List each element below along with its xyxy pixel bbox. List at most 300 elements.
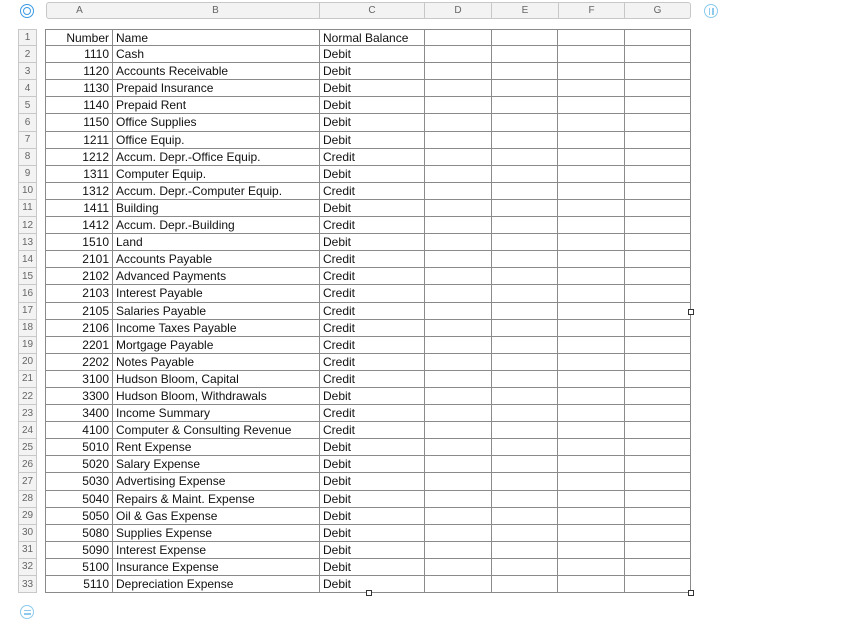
- table-cell[interactable]: [425, 114, 492, 131]
- row-header-17[interactable]: 17: [18, 303, 37, 320]
- table-cell[interactable]: [425, 508, 492, 525]
- table-cell[interactable]: 5040: [45, 491, 113, 508]
- table-cell[interactable]: [558, 234, 625, 251]
- table-cell[interactable]: 2103: [45, 285, 113, 302]
- row-header-21[interactable]: 21: [18, 371, 37, 388]
- table-cell[interactable]: [625, 371, 691, 388]
- table-cell[interactable]: [425, 576, 492, 593]
- table-cell[interactable]: [425, 456, 492, 473]
- table-cell[interactable]: 5090: [45, 542, 113, 559]
- table-cell[interactable]: [492, 354, 558, 371]
- table-cell[interactable]: [625, 251, 691, 268]
- table-cell[interactable]: Prepaid Insurance: [113, 80, 320, 97]
- row-header-26[interactable]: 26: [18, 456, 37, 473]
- table-cell[interactable]: 2202: [45, 354, 113, 371]
- table-cell[interactable]: Number: [45, 29, 113, 46]
- table-cell[interactable]: [425, 97, 492, 114]
- table-cell[interactable]: Credit: [320, 217, 425, 234]
- table-cell[interactable]: 3300: [45, 388, 113, 405]
- add-column-handle[interactable]: [704, 4, 718, 18]
- table-cell[interactable]: 1411: [45, 200, 113, 217]
- table-cell[interactable]: [492, 456, 558, 473]
- table-cell[interactable]: [425, 320, 492, 337]
- cell-grid: [45, 29, 691, 593]
- table-cell[interactable]: Credit: [320, 251, 425, 268]
- table-cell[interactable]: [625, 166, 691, 183]
- table-cell[interactable]: 1120: [45, 63, 113, 80]
- table-cell[interactable]: [625, 542, 691, 559]
- table-cell[interactable]: [492, 439, 558, 456]
- table-cell[interactable]: Office Supplies: [113, 114, 320, 131]
- table-cell[interactable]: [492, 251, 558, 268]
- table-cell[interactable]: 1130: [45, 80, 113, 97]
- table-cell[interactable]: [558, 200, 625, 217]
- table-cell[interactable]: [558, 422, 625, 439]
- table-cell[interactable]: [425, 422, 492, 439]
- table-row: [45, 251, 691, 268]
- table-cell[interactable]: [558, 268, 625, 285]
- table-cell[interactable]: 1412: [45, 217, 113, 234]
- table-cell[interactable]: Oil & Gas Expense: [113, 508, 320, 525]
- table-cell[interactable]: Hudson Bloom, Capital: [113, 371, 320, 388]
- table-cell[interactable]: [492, 234, 558, 251]
- table-row: [45, 217, 691, 234]
- table-cell[interactable]: 2101: [45, 251, 113, 268]
- table-row: [45, 508, 691, 525]
- table-row: [45, 149, 691, 166]
- table-cell[interactable]: Income Taxes Payable: [113, 320, 320, 337]
- table-cell[interactable]: [625, 200, 691, 217]
- table-cell[interactable]: [492, 303, 558, 320]
- table-cell[interactable]: [558, 320, 625, 337]
- row-header-31[interactable]: 31: [18, 542, 37, 559]
- table-cell[interactable]: [558, 251, 625, 268]
- table-cell[interactable]: [558, 508, 625, 525]
- table-cell[interactable]: Name: [113, 29, 320, 46]
- table-cell[interactable]: 1312: [45, 183, 113, 200]
- table-cell[interactable]: [558, 439, 625, 456]
- row-header-6[interactable]: 6: [18, 114, 37, 131]
- column-header-a[interactable]: A: [46, 2, 113, 19]
- table-cell[interactable]: [492, 371, 558, 388]
- row-header-29[interactable]: 29: [18, 508, 37, 525]
- table-cell[interactable]: Debit: [320, 166, 425, 183]
- table-cell[interactable]: Advertising Expense: [113, 473, 320, 490]
- resize-handle-bottom[interactable]: [366, 590, 372, 596]
- table-cell[interactable]: [492, 132, 558, 149]
- table-cell[interactable]: [625, 337, 691, 354]
- table-cell[interactable]: [492, 63, 558, 80]
- table-row: [45, 542, 691, 559]
- table-cell[interactable]: [492, 80, 558, 97]
- table-cell[interactable]: [625, 439, 691, 456]
- table-cell[interactable]: [558, 149, 625, 166]
- table-cell[interactable]: 5020: [45, 456, 113, 473]
- table-cell[interactable]: Credit: [320, 183, 425, 200]
- table-cell[interactable]: [425, 29, 492, 46]
- table-row: [45, 388, 691, 405]
- row-header-7[interactable]: 7: [18, 132, 37, 149]
- table-cell[interactable]: [625, 422, 691, 439]
- column-header-b[interactable]: B: [112, 2, 320, 19]
- table-cell[interactable]: [625, 149, 691, 166]
- row-header-22[interactable]: 22: [18, 388, 37, 405]
- table-cell[interactable]: [625, 508, 691, 525]
- table-cell[interactable]: [558, 285, 625, 302]
- table-row: [45, 439, 691, 456]
- row-header-33[interactable]: 33: [18, 576, 37, 593]
- table-row: [45, 473, 691, 490]
- table-cell[interactable]: [625, 80, 691, 97]
- table-cell[interactable]: [492, 337, 558, 354]
- table-cell[interactable]: [425, 491, 492, 508]
- table-cell[interactable]: [625, 320, 691, 337]
- table-cell[interactable]: 1140: [45, 97, 113, 114]
- row-header-3[interactable]: 3: [18, 63, 37, 80]
- column-header-c[interactable]: C: [320, 2, 425, 19]
- table-cell[interactable]: Accum. Depr.-Computer Equip.: [113, 183, 320, 200]
- table-cell[interactable]: [425, 63, 492, 80]
- table-cell[interactable]: Debit: [320, 80, 425, 97]
- table-cell[interactable]: 4100: [45, 422, 113, 439]
- table-cell[interactable]: Debit: [320, 234, 425, 251]
- table-cell[interactable]: [425, 285, 492, 302]
- table-cell[interactable]: Debit: [320, 439, 425, 456]
- table-cell[interactable]: Debit: [320, 388, 425, 405]
- table-cell[interactable]: Credit: [320, 285, 425, 302]
- table-cell[interactable]: [625, 473, 691, 490]
- table-cell[interactable]: [425, 234, 492, 251]
- table-cell[interactable]: Debit: [320, 132, 425, 149]
- column-header-d[interactable]: D: [425, 2, 492, 19]
- table-cell[interactable]: [558, 80, 625, 97]
- table-cell[interactable]: Credit: [320, 422, 425, 439]
- row-header-13[interactable]: 13: [18, 234, 37, 251]
- table-cell[interactable]: Land: [113, 234, 320, 251]
- table-cell[interactable]: Advanced Payments: [113, 268, 320, 285]
- table-cell[interactable]: [558, 183, 625, 200]
- table-cell[interactable]: Debit: [320, 559, 425, 576]
- table-cell[interactable]: [625, 114, 691, 131]
- table-cell[interactable]: [558, 491, 625, 508]
- table-cell[interactable]: 3100: [45, 371, 113, 388]
- table-cell[interactable]: Credit: [320, 405, 425, 422]
- table-cell[interactable]: [558, 114, 625, 131]
- table-cell[interactable]: [492, 542, 558, 559]
- table-cell[interactable]: [425, 371, 492, 388]
- table-cell[interactable]: [492, 422, 558, 439]
- add-column-handle-icon: [709, 8, 714, 15]
- table-cell[interactable]: [625, 132, 691, 149]
- table-cell[interactable]: 5030: [45, 473, 113, 490]
- table-row: [45, 63, 691, 80]
- column-header-e[interactable]: E: [492, 2, 559, 19]
- table-cell[interactable]: Debit: [320, 542, 425, 559]
- table-cell[interactable]: [558, 576, 625, 593]
- table-cell[interactable]: [558, 371, 625, 388]
- table-cell[interactable]: Computer Equip.: [113, 166, 320, 183]
- table-cell[interactable]: [625, 63, 691, 80]
- table-cell[interactable]: 1110: [45, 46, 113, 63]
- table-cell[interactable]: Interest Expense: [113, 542, 320, 559]
- table-cell[interactable]: [492, 576, 558, 593]
- table-cell[interactable]: [625, 405, 691, 422]
- table-cell[interactable]: Debit: [320, 456, 425, 473]
- table-cell[interactable]: Debit: [320, 97, 425, 114]
- table-cell[interactable]: Prepaid Rent: [113, 97, 320, 114]
- table-row: [45, 183, 691, 200]
- table-cell[interactable]: 1150: [45, 114, 113, 131]
- row-header-1[interactable]: 1: [18, 29, 37, 46]
- table-cell[interactable]: [425, 559, 492, 576]
- table-cell[interactable]: Debit: [320, 114, 425, 131]
- row-header-25[interactable]: 25: [18, 439, 37, 456]
- table-cell[interactable]: Debit: [320, 576, 425, 593]
- table-cell[interactable]: [558, 63, 625, 80]
- table-cell[interactable]: 5110: [45, 576, 113, 593]
- row-header-23[interactable]: 23: [18, 405, 37, 422]
- table-cell[interactable]: [425, 217, 492, 234]
- table-cell[interactable]: [492, 29, 558, 46]
- table-cell[interactable]: 5010: [45, 439, 113, 456]
- table-cell[interactable]: [492, 149, 558, 166]
- table-cell[interactable]: Debit: [320, 200, 425, 217]
- row-header-28[interactable]: 28: [18, 491, 37, 508]
- row-header-4[interactable]: 4: [18, 80, 37, 97]
- table-cell[interactable]: Interest Payable: [113, 285, 320, 302]
- table-cell[interactable]: [625, 559, 691, 576]
- table-cell[interactable]: [492, 559, 558, 576]
- table-cell[interactable]: [492, 97, 558, 114]
- table-cell[interactable]: Credit: [320, 337, 425, 354]
- table-cell[interactable]: Accum. Depr.-Office Equip.: [113, 149, 320, 166]
- table-cell[interactable]: [625, 576, 691, 593]
- table-cell[interactable]: Credit: [320, 320, 425, 337]
- row-header-5[interactable]: 5: [18, 97, 37, 114]
- table-cell[interactable]: [492, 183, 558, 200]
- table-cell[interactable]: [558, 217, 625, 234]
- table-cell[interactable]: Income Summary: [113, 405, 320, 422]
- table-cell[interactable]: [558, 388, 625, 405]
- table-cell[interactable]: [425, 149, 492, 166]
- table-cell[interactable]: Debit: [320, 46, 425, 63]
- table-row: [45, 234, 691, 251]
- table-cell[interactable]: [625, 285, 691, 302]
- table-cell[interactable]: [425, 251, 492, 268]
- table-cell[interactable]: [492, 508, 558, 525]
- table-cell[interactable]: [425, 354, 492, 371]
- table-cell[interactable]: [425, 439, 492, 456]
- table-cell[interactable]: 1311: [45, 166, 113, 183]
- table-row: [45, 132, 691, 149]
- table-cell[interactable]: [558, 473, 625, 490]
- row-header-27[interactable]: 27: [18, 473, 37, 490]
- table-cell[interactable]: [425, 405, 492, 422]
- table-cell[interactable]: [492, 388, 558, 405]
- table-cell[interactable]: [625, 46, 691, 63]
- table-cell[interactable]: Credit: [320, 149, 425, 166]
- table-cell[interactable]: Salaries Payable: [113, 303, 320, 320]
- table-cell[interactable]: Depreciation Expense: [113, 576, 320, 593]
- table-cell[interactable]: Repairs & Maint. Expense: [113, 491, 320, 508]
- row-header-12[interactable]: 12: [18, 217, 37, 234]
- table-cell[interactable]: 5080: [45, 525, 113, 542]
- table-cell[interactable]: Debit: [320, 508, 425, 525]
- table-cell[interactable]: [625, 234, 691, 251]
- table-cell[interactable]: Notes Payable: [113, 354, 320, 371]
- row-header-2[interactable]: 2: [18, 46, 37, 63]
- table-cell[interactable]: Computer & Consulting Revenue: [113, 422, 320, 439]
- table-cell[interactable]: [625, 29, 691, 46]
- table-cell[interactable]: [492, 320, 558, 337]
- table-cell[interactable]: Debit: [320, 473, 425, 490]
- row-header-20[interactable]: 20: [18, 354, 37, 371]
- column-header-g[interactable]: G: [625, 2, 691, 19]
- table-cell[interactable]: [425, 183, 492, 200]
- table-row: [45, 422, 691, 439]
- table-cell[interactable]: Credit: [320, 354, 425, 371]
- table-cell[interactable]: Hudson Bloom, Withdrawals: [113, 388, 320, 405]
- row-header-18[interactable]: 18: [18, 320, 37, 337]
- table-cell[interactable]: [558, 29, 625, 46]
- table-cell[interactable]: [625, 388, 691, 405]
- table-cell[interactable]: 2102: [45, 268, 113, 285]
- table-cell[interactable]: [558, 405, 625, 422]
- row-header-9[interactable]: 9: [18, 166, 37, 183]
- table-cell[interactable]: [425, 473, 492, 490]
- table-cell[interactable]: [425, 166, 492, 183]
- table-cell[interactable]: Credit: [320, 268, 425, 285]
- table-cell[interactable]: [558, 354, 625, 371]
- row-header-11[interactable]: 11: [18, 200, 37, 217]
- table-cell[interactable]: [625, 303, 691, 320]
- table-cell[interactable]: 2105: [45, 303, 113, 320]
- row-header-16[interactable]: 16: [18, 285, 37, 302]
- table-cell[interactable]: Insurance Expense: [113, 559, 320, 576]
- row-header-8[interactable]: 8: [18, 149, 37, 166]
- table-cell[interactable]: [625, 525, 691, 542]
- table-cell[interactable]: Accum. Depr.-Building: [113, 217, 320, 234]
- table-cell[interactable]: 1211: [45, 132, 113, 149]
- table-cell[interactable]: Cash: [113, 46, 320, 63]
- table-row: [45, 405, 691, 422]
- table-cell[interactable]: Credit: [320, 303, 425, 320]
- table-cell[interactable]: [558, 97, 625, 114]
- table-cell[interactable]: [625, 456, 691, 473]
- table-cell[interactable]: [625, 491, 691, 508]
- table-cell[interactable]: [558, 166, 625, 183]
- table-cell[interactable]: [492, 268, 558, 285]
- table-cell[interactable]: [425, 337, 492, 354]
- row-header-10[interactable]: 10: [18, 183, 37, 200]
- table-cell[interactable]: [558, 542, 625, 559]
- table-cell[interactable]: [625, 268, 691, 285]
- table-cell[interactable]: [558, 303, 625, 320]
- table-cell[interactable]: [425, 46, 492, 63]
- table-cell[interactable]: Building: [113, 200, 320, 217]
- table-row: [45, 491, 691, 508]
- table-cell[interactable]: Rent Expense: [113, 439, 320, 456]
- table-cell[interactable]: Supplies Expense: [113, 525, 320, 542]
- table-row: [45, 303, 691, 320]
- table-cell[interactable]: [558, 46, 625, 63]
- resize-handle-corner[interactable]: [688, 590, 694, 596]
- table-cell[interactable]: Mortgage Payable: [113, 337, 320, 354]
- table-cell[interactable]: 2106: [45, 320, 113, 337]
- table-cell[interactable]: Salary Expense: [113, 456, 320, 473]
- table-row: [45, 80, 691, 97]
- table-cell[interactable]: 5100: [45, 559, 113, 576]
- table-cell[interactable]: Credit: [320, 371, 425, 388]
- table-cell[interactable]: [425, 542, 492, 559]
- table-cell[interactable]: 1212: [45, 149, 113, 166]
- table-cell[interactable]: [558, 559, 625, 576]
- table-cell[interactable]: Accounts Payable: [113, 251, 320, 268]
- column-header-f[interactable]: F: [559, 2, 625, 19]
- table-cell[interactable]: [625, 183, 691, 200]
- table-cell[interactable]: 2201: [45, 337, 113, 354]
- table-row: [45, 354, 691, 371]
- table-cell[interactable]: [425, 525, 492, 542]
- row-header-24[interactable]: 24: [18, 422, 37, 439]
- table-cell[interactable]: Normal Balance: [320, 29, 425, 46]
- table-cell[interactable]: Debit: [320, 525, 425, 542]
- select-all-circle-icon: [23, 7, 31, 15]
- row-header-14[interactable]: 14: [18, 251, 37, 268]
- table-cell[interactable]: [492, 166, 558, 183]
- table-cell[interactable]: [558, 525, 625, 542]
- add-row-handle[interactable]: [20, 605, 34, 619]
- row-header-15[interactable]: 15: [18, 268, 37, 285]
- table-cell[interactable]: [625, 97, 691, 114]
- table-cell[interactable]: [625, 217, 691, 234]
- row-header-19[interactable]: 19: [18, 337, 37, 354]
- table-cell[interactable]: [425, 80, 492, 97]
- table-cell[interactable]: [425, 303, 492, 320]
- table-cell[interactable]: [558, 337, 625, 354]
- table-cell[interactable]: Debit: [320, 491, 425, 508]
- table-cell[interactable]: 5050: [45, 508, 113, 525]
- table-cell[interactable]: [492, 114, 558, 131]
- table-row: [45, 97, 691, 114]
- row-header-32[interactable]: 32: [18, 559, 37, 576]
- table-row: [45, 268, 691, 285]
- select-all-table-button[interactable]: [20, 4, 34, 18]
- table-cell[interactable]: 3400: [45, 405, 113, 422]
- table-cell[interactable]: Debit: [320, 63, 425, 80]
- table-cell[interactable]: [492, 217, 558, 234]
- table-cell[interactable]: [558, 132, 625, 149]
- table-cell[interactable]: [425, 200, 492, 217]
- table-cell[interactable]: [425, 132, 492, 149]
- table-cell[interactable]: 1510: [45, 234, 113, 251]
- table-cell[interactable]: Office Equip.: [113, 132, 320, 149]
- table-cell[interactable]: [492, 405, 558, 422]
- resize-handle-right[interactable]: [688, 309, 694, 315]
- table-cell[interactable]: [425, 268, 492, 285]
- table-cell[interactable]: [492, 491, 558, 508]
- table-cell[interactable]: [492, 473, 558, 490]
- table-cell[interactable]: [492, 525, 558, 542]
- table-cell[interactable]: [492, 46, 558, 63]
- table-cell[interactable]: [558, 456, 625, 473]
- table-cell[interactable]: [492, 285, 558, 302]
- table-cell[interactable]: [625, 354, 691, 371]
- table-cell[interactable]: [425, 388, 492, 405]
- row-header-30[interactable]: 30: [18, 525, 37, 542]
- table-cell[interactable]: Accounts Receivable: [113, 63, 320, 80]
- table-cell[interactable]: [492, 200, 558, 217]
